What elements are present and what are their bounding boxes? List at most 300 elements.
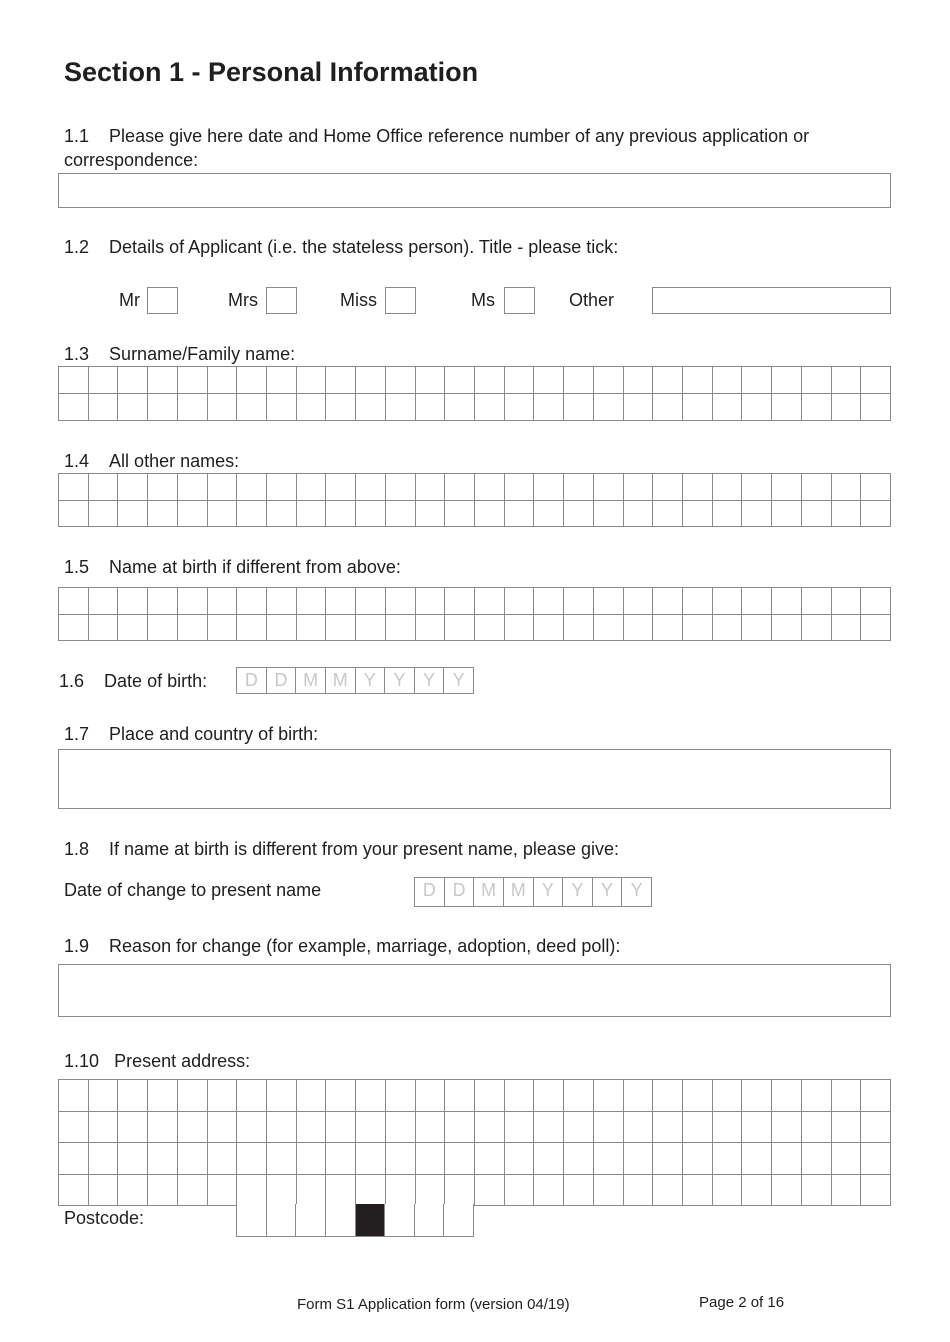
char-box[interactable] [326,1112,356,1144]
char-box[interactable] [416,367,446,394]
char-box[interactable] [505,1080,535,1112]
char-box[interactable] [534,588,564,615]
char-box[interactable] [356,394,386,421]
char-box[interactable] [683,394,713,421]
date-digit-box[interactable]: Y [415,668,445,694]
char-box[interactable] [297,367,327,394]
char-box[interactable] [118,394,148,421]
char-box[interactable] [386,501,416,528]
char-box[interactable] [356,501,386,528]
char-box[interactable] [326,615,356,642]
char-box[interactable] [208,367,238,394]
char-box[interactable] [356,367,386,394]
char-box[interactable] [237,615,267,642]
char-box[interactable] [118,1080,148,1112]
char-box[interactable] [713,1143,743,1175]
title-miss-checkbox[interactable] [385,287,416,314]
char-box[interactable] [742,1080,772,1112]
char-box[interactable] [832,1175,862,1207]
char-box[interactable] [297,588,327,615]
char-box[interactable] [326,1080,356,1112]
char-box[interactable] [624,1112,654,1144]
char-box[interactable] [59,501,89,528]
char-box[interactable] [861,367,891,394]
char-box[interactable] [178,474,208,501]
char-box[interactable] [59,1112,89,1144]
char-box[interactable] [505,474,535,501]
char-box[interactable] [505,588,535,615]
char-box[interactable] [683,1175,713,1207]
char-box[interactable] [861,474,891,501]
surname-grid[interactable] [58,366,891,421]
char-box[interactable] [742,367,772,394]
char-box[interactable] [624,1175,654,1207]
char-box[interactable] [445,394,475,421]
char-box[interactable] [118,1112,148,1144]
char-box[interactable] [475,367,505,394]
char-box[interactable] [832,367,862,394]
char-box[interactable] [475,501,505,528]
char-box[interactable] [59,615,89,642]
char-box[interactable] [208,588,238,615]
char-box[interactable] [445,501,475,528]
char-box[interactable] [59,588,89,615]
char-box[interactable] [475,1080,505,1112]
char-box[interactable] [861,588,891,615]
char-box[interactable] [713,501,743,528]
char-box[interactable] [178,501,208,528]
char-box[interactable] [356,1080,386,1112]
char-box[interactable] [297,1112,327,1144]
char-box[interactable] [802,1143,832,1175]
char-box[interactable] [653,1112,683,1144]
char-box[interactable] [148,474,178,501]
char-box[interactable] [237,1143,267,1175]
char-box[interactable] [594,1080,624,1112]
char-box[interactable] [683,615,713,642]
char-box[interactable] [326,367,356,394]
char-box[interactable] [326,1204,356,1237]
date-digit-box[interactable]: M [504,878,534,907]
char-box[interactable] [356,615,386,642]
char-box[interactable] [653,615,683,642]
char-box[interactable] [89,588,119,615]
char-box[interactable] [534,501,564,528]
char-box[interactable] [505,394,535,421]
char-box[interactable] [475,1175,505,1207]
char-box[interactable] [683,588,713,615]
char-box[interactable] [267,394,297,421]
char-box[interactable] [267,1112,297,1144]
char-box[interactable] [59,474,89,501]
char-box[interactable] [386,367,416,394]
char-box[interactable] [297,394,327,421]
char-box[interactable] [594,501,624,528]
char-box[interactable] [802,474,832,501]
char-box[interactable] [772,1080,802,1112]
other-names-grid[interactable] [58,473,891,527]
char-box[interactable] [802,615,832,642]
char-box[interactable] [386,615,416,642]
date-digit-box[interactable]: D [267,668,297,694]
char-box[interactable] [237,394,267,421]
char-box[interactable] [653,394,683,421]
date-digit-box[interactable]: M [296,668,326,694]
char-box[interactable] [445,474,475,501]
date-digit-box[interactable]: M [326,668,356,694]
char-box[interactable] [683,1080,713,1112]
char-box[interactable] [178,394,208,421]
char-box[interactable] [445,615,475,642]
char-box[interactable] [832,1112,862,1144]
char-box[interactable] [208,1112,238,1144]
char-box[interactable] [326,501,356,528]
char-box[interactable] [416,1112,446,1144]
birth-name-grid[interactable] [58,587,891,641]
char-box[interactable] [297,1143,327,1175]
char-box[interactable] [475,588,505,615]
char-box[interactable] [564,588,594,615]
char-box[interactable] [59,367,89,394]
char-box[interactable] [772,501,802,528]
char-box[interactable] [861,1175,891,1207]
title-ms-checkbox[interactable] [504,287,535,314]
char-box[interactable] [416,1175,446,1207]
char-box[interactable] [534,474,564,501]
char-box[interactable] [148,1143,178,1175]
char-box[interactable] [296,1204,326,1237]
date-digit-box[interactable]: Y [534,878,564,907]
char-box[interactable] [148,1112,178,1144]
char-box[interactable] [505,501,535,528]
date-of-birth-field[interactable] [236,667,474,694]
char-box[interactable] [742,501,772,528]
char-box[interactable] [237,1112,267,1144]
char-box[interactable] [802,588,832,615]
place-of-birth-field[interactable] [58,749,891,809]
char-box[interactable] [178,615,208,642]
char-box[interactable] [653,501,683,528]
char-box[interactable] [802,1080,832,1112]
char-box[interactable] [683,474,713,501]
char-box[interactable] [594,1143,624,1175]
char-box[interactable] [89,1080,119,1112]
date-digit-box[interactable]: M [474,878,504,907]
char-box[interactable] [208,1175,238,1207]
char-box[interactable] [59,394,89,421]
char-box[interactable] [564,1080,594,1112]
char-box[interactable] [594,1175,624,1207]
char-box[interactable] [505,367,535,394]
char-box[interactable] [59,1175,89,1207]
char-box[interactable] [208,1143,238,1175]
char-box[interactable] [534,367,564,394]
char-box[interactable] [118,474,148,501]
char-box[interactable] [386,1112,416,1144]
char-box[interactable] [861,1080,891,1112]
char-box[interactable] [683,367,713,394]
char-box[interactable] [356,1143,386,1175]
postcode-grid[interactable] [236,1204,474,1237]
char-box[interactable] [148,588,178,615]
char-box[interactable] [653,588,683,615]
char-box[interactable] [59,1080,89,1112]
char-box[interactable] [386,588,416,615]
char-box[interactable] [445,1143,475,1175]
char-box[interactable] [326,394,356,421]
char-box[interactable] [297,501,327,528]
char-box[interactable] [297,1175,327,1207]
char-box[interactable] [832,588,862,615]
char-box[interactable] [505,1175,535,1207]
char-box[interactable] [505,615,535,642]
char-box[interactable] [267,588,297,615]
char-box[interactable] [832,615,862,642]
char-box[interactable] [653,1080,683,1112]
address-grid[interactable] [58,1079,891,1206]
char-box[interactable] [564,501,594,528]
title-mrs-checkbox[interactable] [266,287,297,314]
char-box[interactable] [564,1143,594,1175]
char-box[interactable] [208,394,238,421]
title-other-field[interactable] [652,287,891,314]
char-box[interactable] [832,474,862,501]
char-box[interactable] [802,394,832,421]
char-box[interactable] [624,394,654,421]
char-box[interactable] [89,501,119,528]
char-box[interactable] [713,588,743,615]
char-box[interactable] [861,615,891,642]
date-digit-box[interactable]: Y [622,878,652,907]
char-box[interactable] [148,615,178,642]
char-box[interactable] [386,474,416,501]
char-box[interactable] [534,1143,564,1175]
char-box[interactable] [416,501,446,528]
date-digit-box[interactable]: Y [356,668,386,694]
char-box[interactable] [386,1175,416,1207]
char-box[interactable] [832,1143,862,1175]
date-digit-box[interactable]: D [415,878,445,907]
char-box[interactable] [772,367,802,394]
char-box[interactable] [208,1080,238,1112]
char-box[interactable] [416,588,446,615]
char-box[interactable] [742,588,772,615]
char-box[interactable] [89,1112,119,1144]
char-box[interactable] [89,615,119,642]
char-box[interactable] [267,1204,297,1237]
char-box[interactable] [772,474,802,501]
char-box[interactable] [326,1143,356,1175]
char-box[interactable] [237,1204,267,1237]
char-box[interactable] [445,1175,475,1207]
char-box[interactable] [742,615,772,642]
char-box[interactable] [386,1143,416,1175]
char-box[interactable] [534,394,564,421]
date-digit-box[interactable]: Y [385,668,415,694]
name-change-date-field[interactable] [414,877,652,907]
char-box[interactable] [624,474,654,501]
char-box[interactable] [267,1175,297,1207]
char-box[interactable] [356,588,386,615]
char-box[interactable] [534,615,564,642]
char-box[interactable] [505,1112,535,1144]
previous-application-field[interactable] [58,173,891,208]
reason-for-change-field[interactable] [58,964,891,1017]
char-box[interactable] [564,474,594,501]
char-box[interactable] [416,474,446,501]
char-box[interactable] [653,1175,683,1207]
char-box[interactable] [832,394,862,421]
char-box[interactable] [118,1143,148,1175]
char-box[interactable] [267,615,297,642]
char-box[interactable] [267,1080,297,1112]
char-box[interactable] [89,1143,119,1175]
char-box[interactable] [832,501,862,528]
char-box[interactable] [861,501,891,528]
char-box[interactable] [742,1175,772,1207]
char-box[interactable] [297,474,327,501]
char-box[interactable] [564,1175,594,1207]
char-box[interactable] [267,501,297,528]
char-box[interactable] [416,615,446,642]
char-box[interactable] [564,1112,594,1144]
char-box[interactable] [534,1080,564,1112]
date-digit-box[interactable]: Y [563,878,593,907]
char-box[interactable] [148,367,178,394]
char-box[interactable] [594,588,624,615]
char-box[interactable] [297,615,327,642]
char-box[interactable] [683,501,713,528]
char-box[interactable] [416,1143,446,1175]
char-box[interactable] [326,588,356,615]
char-box[interactable] [772,588,802,615]
char-box[interactable] [118,501,148,528]
char-box[interactable] [356,1175,386,1207]
char-box[interactable] [416,394,446,421]
char-box[interactable] [594,394,624,421]
char-box[interactable] [445,1112,475,1144]
char-box[interactable] [861,394,891,421]
char-box[interactable] [653,367,683,394]
char-box[interactable] [861,1112,891,1144]
char-box[interactable] [624,615,654,642]
char-box[interactable] [742,474,772,501]
char-box[interactable] [624,501,654,528]
char-box[interactable] [59,1143,89,1175]
char-box[interactable] [208,615,238,642]
char-box[interactable] [178,1112,208,1144]
char-box[interactable] [444,1204,474,1237]
char-box[interactable] [475,1112,505,1144]
char-box[interactable] [208,501,238,528]
title-mr-checkbox[interactable] [147,287,178,314]
char-box[interactable] [356,474,386,501]
char-box[interactable] [415,1204,445,1237]
date-digit-box[interactable]: D [237,668,267,694]
char-box[interactable] [237,501,267,528]
char-box[interactable] [802,367,832,394]
char-box[interactable] [832,1080,862,1112]
char-box[interactable] [267,367,297,394]
char-box[interactable] [742,1143,772,1175]
char-box[interactable] [267,474,297,501]
char-box[interactable] [267,1143,297,1175]
char-box[interactable] [148,1080,178,1112]
char-box[interactable] [118,1175,148,1207]
char-box[interactable] [594,1112,624,1144]
char-box[interactable] [178,1175,208,1207]
char-box[interactable] [356,1204,386,1237]
char-box[interactable] [713,474,743,501]
char-box[interactable] [118,615,148,642]
char-box[interactable] [624,367,654,394]
char-box[interactable] [653,474,683,501]
char-box[interactable] [594,474,624,501]
char-box[interactable] [713,1112,743,1144]
char-box[interactable] [89,367,119,394]
char-box[interactable] [802,501,832,528]
char-box[interactable] [237,588,267,615]
char-box[interactable] [861,1143,891,1175]
char-box[interactable] [148,1175,178,1207]
char-box[interactable] [89,474,119,501]
char-box[interactable] [624,1080,654,1112]
char-box[interactable] [208,474,238,501]
char-box[interactable] [802,1112,832,1144]
char-box[interactable] [564,394,594,421]
char-box[interactable] [475,1143,505,1175]
char-box[interactable] [772,394,802,421]
char-box[interactable] [594,615,624,642]
char-box[interactable] [564,615,594,642]
char-box[interactable] [534,1175,564,1207]
char-box[interactable] [713,615,743,642]
char-box[interactable] [683,1143,713,1175]
date-digit-box[interactable]: Y [593,878,623,907]
char-box[interactable] [297,1080,327,1112]
char-box[interactable] [386,1080,416,1112]
char-box[interactable] [713,367,743,394]
char-box[interactable] [802,1175,832,1207]
char-box[interactable] [178,367,208,394]
char-box[interactable] [475,615,505,642]
char-box[interactable] [624,588,654,615]
char-box[interactable] [178,1143,208,1175]
char-box[interactable] [148,501,178,528]
date-digit-box[interactable]: Y [444,668,474,694]
char-box[interactable] [148,394,178,421]
char-box[interactable] [772,1175,802,1207]
char-box[interactable] [445,1080,475,1112]
char-box[interactable] [118,588,148,615]
char-box[interactable] [683,1112,713,1144]
char-box[interactable] [624,1143,654,1175]
char-box[interactable] [713,394,743,421]
char-box[interactable] [237,1175,267,1207]
char-box[interactable] [356,1112,386,1144]
char-box[interactable] [475,474,505,501]
char-box[interactable] [445,588,475,615]
char-box[interactable] [178,588,208,615]
char-box[interactable] [534,1112,564,1144]
char-box[interactable] [475,394,505,421]
char-box[interactable] [713,1080,743,1112]
char-box[interactable] [237,474,267,501]
char-box[interactable] [326,1175,356,1207]
char-box[interactable] [653,1143,683,1175]
date-digit-box[interactable]: D [445,878,475,907]
char-box[interactable] [505,1143,535,1175]
